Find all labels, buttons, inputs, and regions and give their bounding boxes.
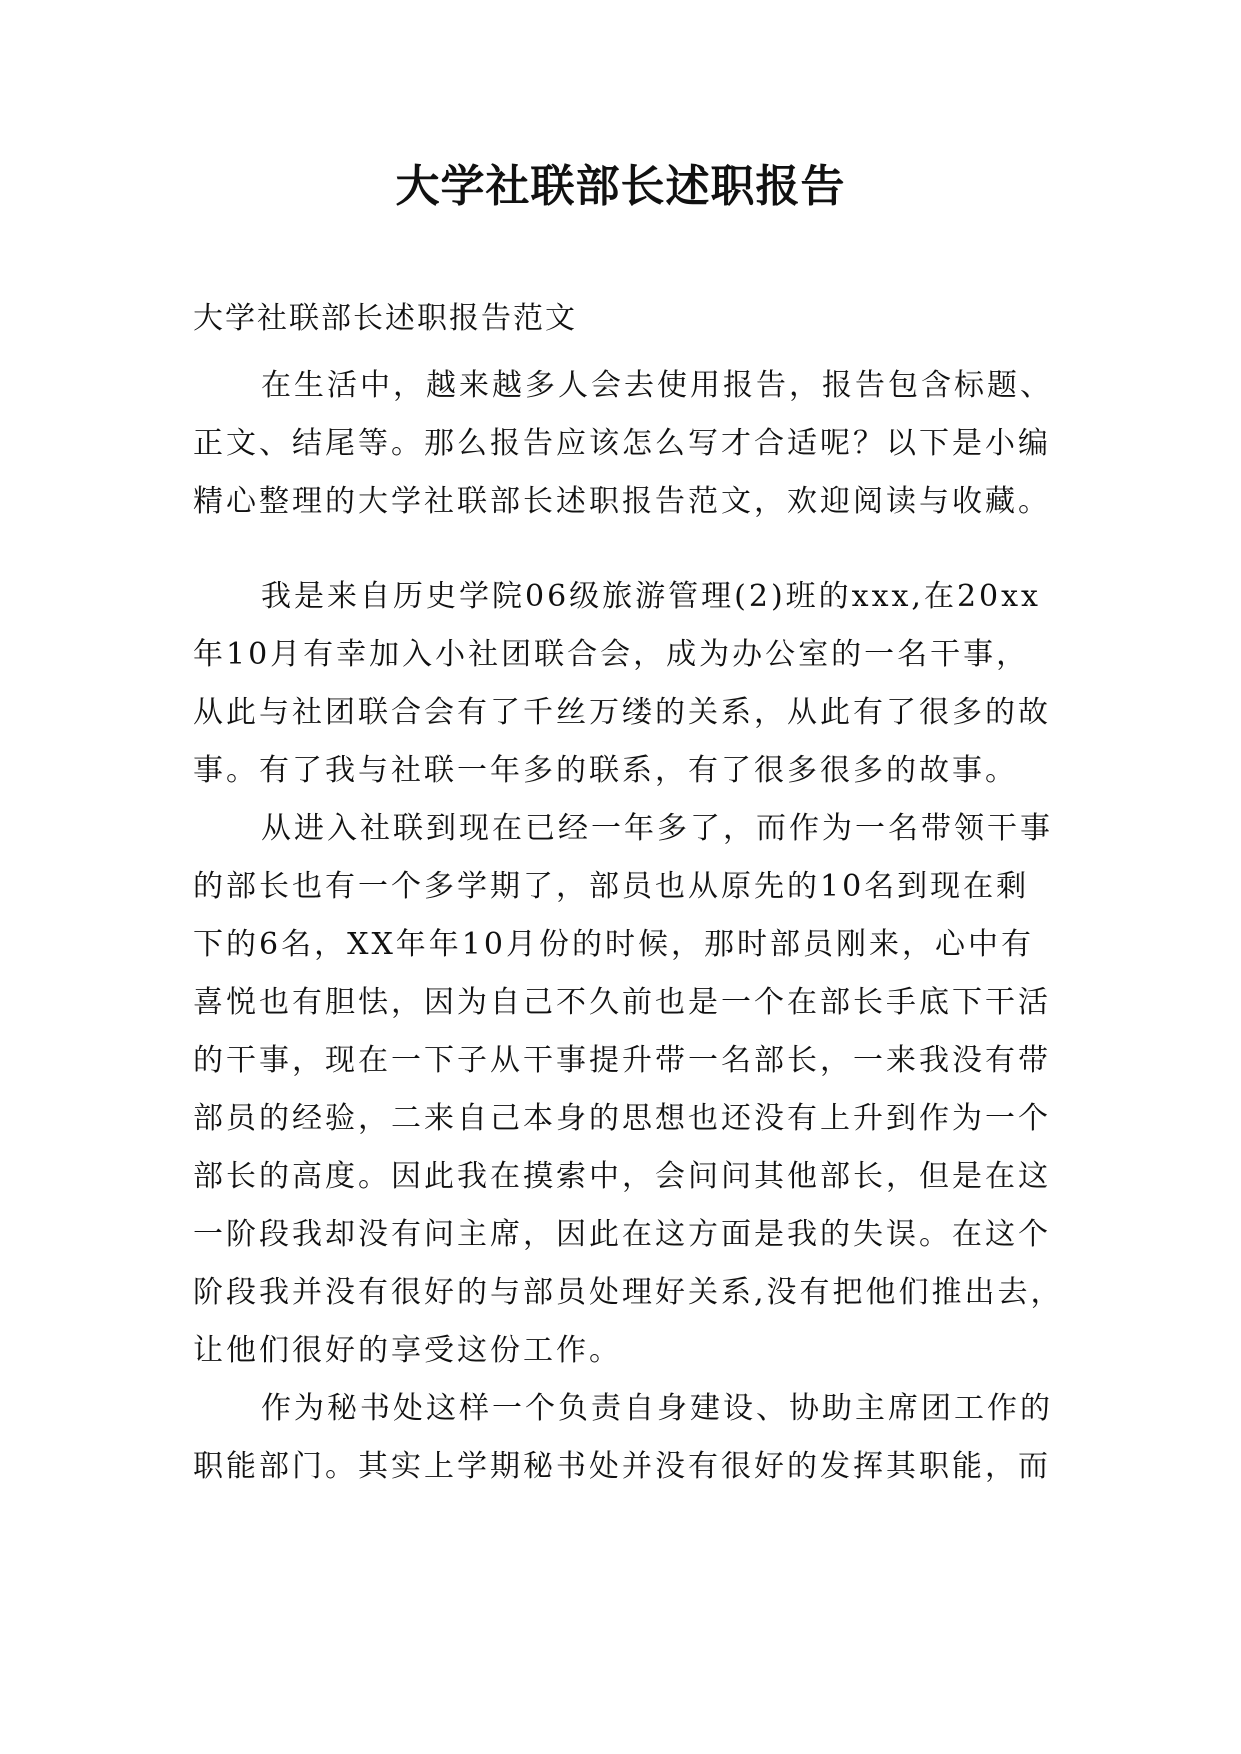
paragraph-line: 下的6名，XX年年10月份的时候，那时部员刚来，心中有 — [193, 927, 1034, 962]
paragraph-self-introduction — [193, 568, 1073, 800]
paragraph-line: 的干事，现在一下子从干事提升带一名部长，一来我没有带 — [193, 1043, 1051, 1078]
paragraph-intro — [193, 357, 1073, 531]
document-subtitle: 大学社联部长述职报告范文 — [193, 301, 577, 336]
paragraph-line: 让他们很好的享受这份工作。 — [193, 1333, 622, 1368]
paragraph-experience — [193, 800, 1073, 1380]
paragraph-line: 从此与社团联合会有了千丝万缕的关系，从此有了很多的故 — [193, 695, 1051, 730]
paragraph-secretariat — [193, 1380, 1073, 1496]
paragraph-line: 职能部门。其实上学期秘书处并没有很好的发挥其职能，而 — [193, 1449, 1051, 1484]
paragraph-line: 作为秘书处这样一个负责自身建设、协助主席团工作的 — [261, 1391, 1053, 1426]
paragraph-line: 年10月有幸加入小社团联合会，成为办公室的一名干事， — [193, 637, 1030, 672]
paragraph-line: 精心整理的大学社联部长述职报告范文，欢迎阅读与收藏。 — [193, 484, 1051, 519]
paragraph-line: 从进入社联到现在已经一年多了，而作为一名带领干事 — [261, 811, 1053, 846]
paragraph-line: 正文、结尾等。那么报告应该怎么写才合适呢？以下是小编 — [193, 426, 1051, 461]
paragraph-line: 一阶段我却没有问主席，因此在这方面是我的失误。在这个 — [193, 1217, 1051, 1252]
paragraph-line: 部长的高度。因此我在摸索中，会问问其他部长，但是在这 — [193, 1159, 1051, 1194]
paragraph-line: 部员的经验，二来自己本身的思想也还没有上升到作为一个 — [193, 1101, 1051, 1136]
paragraph-line: 喜悦也有胆怯，因为自己不久前也是一个在部长手底下干活 — [193, 985, 1051, 1020]
paragraph-line: 在生活中，越来越多人会去使用报告，报告包含标题、 — [261, 368, 1053, 403]
paragraph-line: 阶段我并没有很好的与部员处理好关系,没有把他们推出去， — [193, 1275, 1064, 1310]
paragraph-line: 我是来自历史学院06级旅游管理(2)班的xxx,在20xx — [261, 579, 1041, 614]
paragraph-line: 事。有了我与社联一年多的联系，有了很多很多的故事。 — [193, 753, 1018, 788]
paragraph-line: 的部长也有一个多学期了，部员也从原先的10名到现在剩 — [193, 869, 1030, 904]
document-title: 大学社联部长述职报告 — [395, 161, 846, 212]
